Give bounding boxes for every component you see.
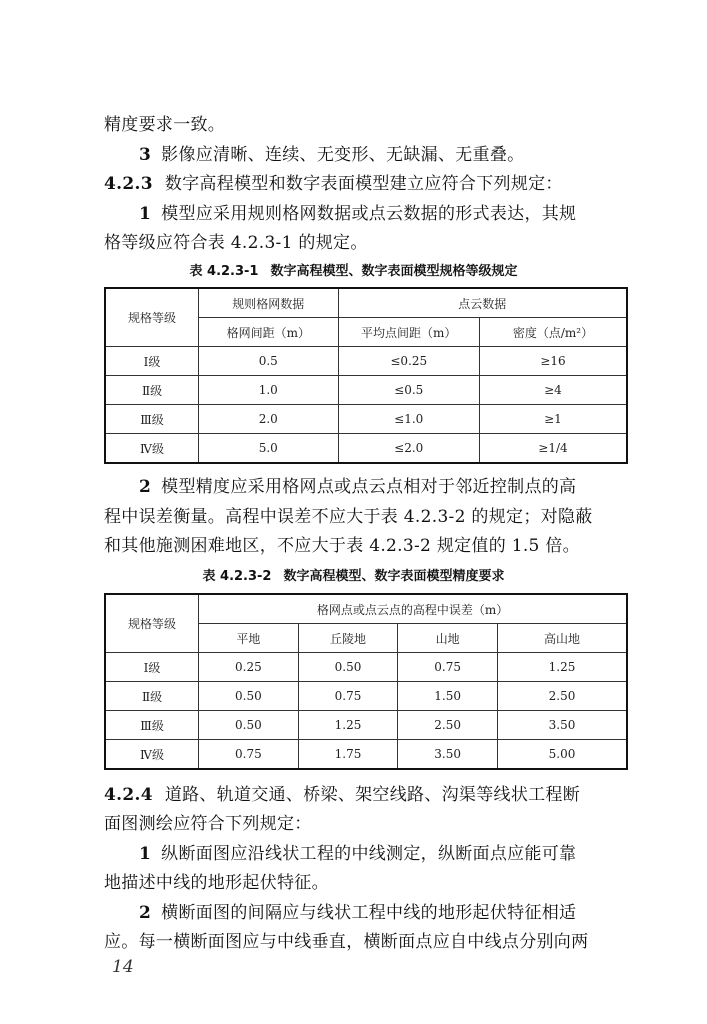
page-number: 14 — [112, 957, 134, 977]
table-caption: 表 4.2.3-1 数字高程模型、数字表面模型规格等级规定 — [189, 264, 518, 279]
table-cell: Ⅰ级 — [105, 347, 199, 376]
header-cell: 规格等级 — [105, 288, 199, 347]
table-cell: 0.50 — [199, 711, 299, 740]
table-cell: Ⅱ级 — [105, 376, 199, 405]
header-cell: 规格等级 — [105, 594, 199, 653]
table-cell: ≥1/4 — [479, 434, 627, 464]
table-row — [105, 653, 627, 682]
list-item: 2 横断面图的间隔应与线状工程中线的地形起伏特征相适 — [139, 903, 577, 923]
table-cell: 1.25 — [298, 711, 398, 740]
paragraph-line: 和其他施测困难地区，不应大于表 4.2.3-2 规定值的 1.5 倍。 — [104, 536, 580, 556]
paragraph-line: 精度要求一致。 — [104, 115, 226, 135]
table-cell: 2.50 — [497, 682, 627, 711]
list-item: 1 模型应采用规则格网数据或点云数据的形式表达，其规 — [139, 204, 577, 224]
table-cell: 0.50 — [199, 682, 299, 711]
paragraph-line: 格等级应符合表 4.2.3-1 的规定。 — [104, 233, 368, 253]
paragraph-line: 面图测绘应符合下列规定： — [104, 814, 312, 834]
table-cell: ≥16 — [479, 347, 627, 376]
table-cell: 0.25 — [199, 653, 299, 682]
paragraph-line: 程中误差衡量。高程中误差不应大于表 4.2.3-2 的规定；对隐蔽 — [104, 507, 593, 527]
table-cell: 0.50 — [298, 653, 398, 682]
table-cell: 5.0 — [199, 434, 338, 464]
table-cell: ≤0.25 — [338, 347, 479, 376]
table-row — [105, 434, 627, 464]
list-item: 3 影像应清晰、连续、无变形、无缺漏、无重叠。 — [139, 145, 525, 165]
list-item: 2 模型精度应采用格网点或点云点相对于邻近控制点的高 — [139, 477, 577, 497]
table-cell: 0.5 — [199, 347, 338, 376]
table-row — [105, 347, 627, 376]
list-item: 1 纵断面图应沿线状工程的中线测定，纵断面点应能可靠 — [139, 844, 577, 864]
table-cell: 2.0 — [199, 405, 338, 434]
accuracy-table — [104, 593, 628, 770]
table-cell: Ⅰ级 — [105, 653, 199, 682]
table-cell: 3.50 — [497, 711, 627, 740]
table-cell: ≤1.0 — [338, 405, 479, 434]
table-cell: Ⅳ级 — [105, 434, 199, 464]
table-cell: Ⅳ级 — [105, 740, 199, 770]
table-cell: 1.25 — [497, 653, 627, 682]
header-cell: 丘陵地 — [298, 624, 398, 653]
table-row — [105, 376, 627, 405]
header-cell: 点云数据 — [338, 288, 627, 318]
table-cell: Ⅲ级 — [105, 711, 199, 740]
clause-heading: 4.2.4 道路、轨道交通、桥梁、架空线路、沟渠等线状工程断 — [104, 785, 581, 805]
table-cell: 1.50 — [398, 682, 498, 711]
header-cell: 山地 — [398, 624, 498, 653]
header-cell: 高山地 — [497, 624, 627, 653]
table-row — [105, 405, 627, 434]
table-cell: ≥1 — [479, 405, 627, 434]
table-cell: 0.75 — [398, 653, 498, 682]
table-cell: 1.0 — [199, 376, 338, 405]
table-cell: 0.75 — [199, 740, 299, 770]
paragraph-line: 应。每一横断面图应与中线垂直，横断面点应自中线点分别向两 — [104, 932, 589, 952]
table-cell: 3.50 — [398, 740, 498, 770]
table-cell: ≤0.5 — [338, 376, 479, 405]
header-cell: 格网点或点云点的高程中误差（m） — [199, 594, 627, 624]
table-cell: 2.50 — [398, 711, 498, 740]
table-cell: 1.75 — [298, 740, 398, 770]
table-row — [105, 682, 627, 711]
table-cell: ≥4 — [479, 376, 627, 405]
table-cell: 0.75 — [298, 682, 398, 711]
table-cell: Ⅲ级 — [105, 405, 199, 434]
table-cell: 5.00 — [497, 740, 627, 770]
table-cell: Ⅱ级 — [105, 682, 199, 711]
header-cell: 平均点间距（m） — [338, 318, 479, 347]
header-cell: 平地 — [199, 624, 299, 653]
table-caption: 表 4.2.3-2 数字高程模型、数字表面模型精度要求 — [202, 569, 505, 584]
clause-heading: 4.2.3 数字高程模型和数字表面模型建立应符合下列规定： — [104, 174, 563, 194]
table-row — [105, 740, 627, 770]
header-cell: 规则格网数据 — [199, 288, 338, 318]
header-cell: 格网间距（m） — [199, 318, 338, 347]
table-cell: ≤2.0 — [338, 434, 479, 464]
table-row — [105, 711, 627, 740]
paragraph-line: 地描述中线的地形起伏特征。 — [104, 873, 329, 893]
header-cell: 密度（点/m²） — [479, 318, 627, 347]
spec-grade-table — [104, 287, 628, 464]
